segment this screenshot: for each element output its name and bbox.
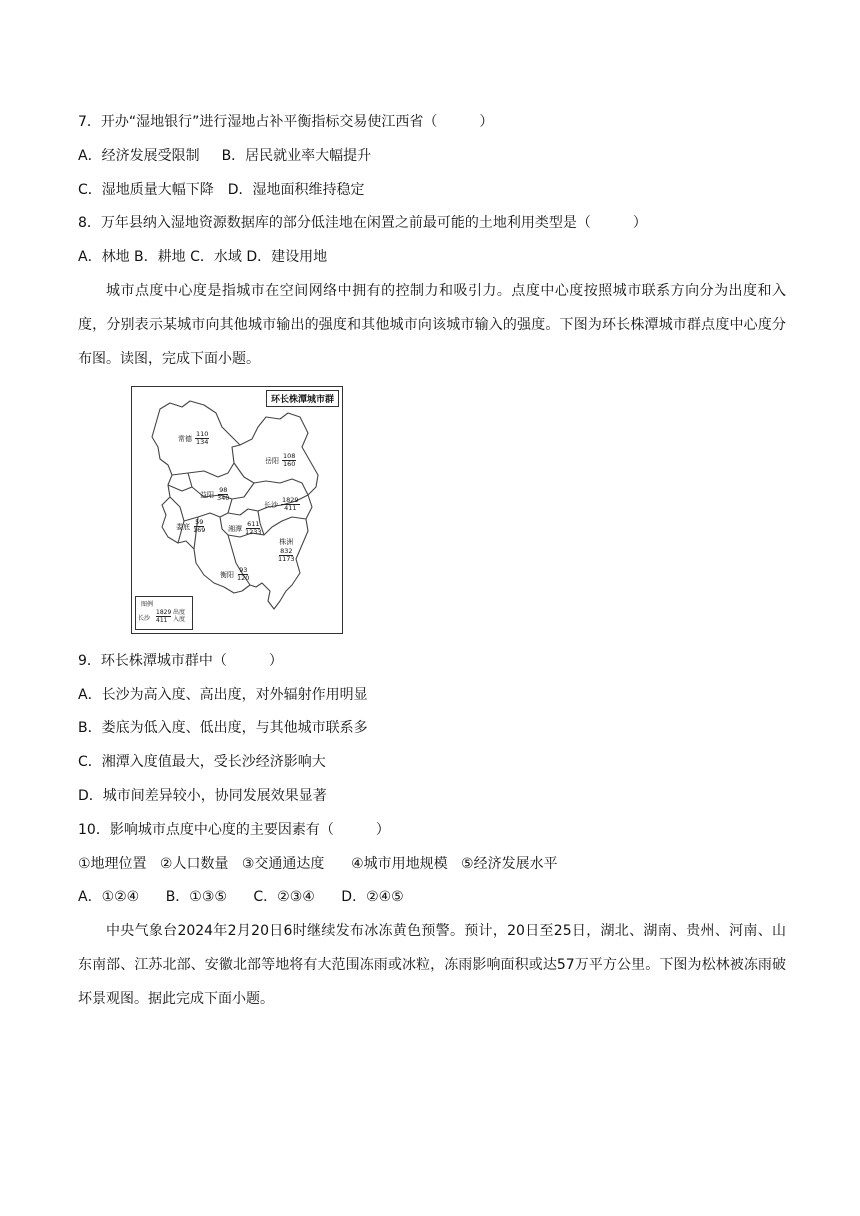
city-out-degree: 832 (280, 547, 293, 555)
question-9-option-c: C．湘潭入度值最大，受长沙经济影响大 (78, 754, 326, 770)
city-name: 岳阳 (265, 456, 279, 465)
city-out-degree: 108 (283, 452, 296, 460)
city-name: 常德 (178, 434, 192, 443)
question-10-option-d: D．②④⑤ (341, 889, 404, 905)
question-8-option-a: A．林地 (78, 249, 130, 265)
legend-in-value: 411 (156, 617, 168, 624)
city-name: 湘潭 (228, 524, 242, 533)
passage-city-centrality: 城市点度中心度是指城市在空间网络中拥有的控制力和吸引力。点度中心度按照城市联系方向分为出度和入度，分别表示某城市向其他城市输出的强度和其他城市向该城市输入的强度。下图为环长株潭城市群点度中心度分布图。读图，完成下面小题。 (78, 283, 786, 367)
city-out-degree: 611 (247, 520, 260, 528)
city-label-yiyang (200, 487, 229, 502)
city-in-degree: 1173 (278, 555, 295, 563)
city-out-degree: 110 (196, 430, 209, 438)
city-in-degree: 169 (193, 526, 206, 534)
question-7-options-cd (78, 180, 365, 200)
question-7-options-ab (78, 146, 371, 166)
city-out-degree: 98 (219, 486, 228, 494)
factor-1: ①地理位置 (78, 856, 147, 872)
city-in-degree: 411 (284, 504, 297, 512)
city-name: 娄底 (176, 522, 190, 531)
passage-freezing-rain: 中央气象台2024年2月20日6时继续发布冰冻黄色预警。预计，20日至25日，湖北、湖南、贵州、河南、山东南部、江苏北部、安徽北部等地将有大范围冻雨或冰粒，冻雨影响面积或达57万平方公里。下图为松林被冻雨破坏景观图。据此完成下面小题。 (78, 923, 786, 1007)
city-name: 衡阳 (220, 570, 234, 579)
city-label-changsha (264, 497, 300, 512)
factor-3: ③交通通达度 (241, 856, 325, 872)
city-label-changde (178, 431, 209, 446)
map-title: 环长株潭城市群 (266, 390, 339, 407)
question-8-option-c: C．水域 (190, 249, 242, 265)
question-10-option-b: B．①③⑤ (165, 889, 227, 905)
question-7-option-b: B．居民就业率大幅提升 (221, 148, 372, 164)
legend-title: 图例 (141, 601, 154, 608)
city-label-hengyang (220, 567, 249, 582)
question-7-option-a: A．经济发展受限制 (78, 148, 200, 164)
legend-city: 长沙 (138, 615, 151, 622)
legend-in-label: 入度 (173, 616, 186, 623)
question-9-stem: 9．环长株潭城市群中（ ） (78, 653, 283, 669)
question-8-options (78, 247, 327, 267)
city-label-zhuzhou (278, 537, 295, 563)
question-9-option-a: A．长沙为高入度、高出度，对外辐射作用明显 (78, 687, 368, 703)
question-8-option-d: D．建设用地 (246, 249, 328, 265)
legend-out-value: 1829 (156, 609, 172, 616)
question-10-stem: 10．影响城市点度中心度的主要因素有（ ） (78, 822, 390, 838)
city-name: 益阳 (200, 490, 214, 499)
question-7-option-d: D．湿地面积维持稳定 (227, 182, 365, 198)
question-10-options (78, 887, 404, 907)
city-out-degree: 59 (195, 518, 204, 526)
legend-out-label: 出度 (173, 609, 186, 616)
city-label-loudi (176, 519, 205, 534)
factor-2: ②人口数量 (159, 856, 229, 872)
city-out-degree: 93 (239, 566, 248, 574)
question-9-option-d: D．城市间差异较小，协同发展效果显著 (78, 788, 327, 804)
question-9-option-b: B．娄底为低入度、低出度，与其他城市联系多 (78, 720, 368, 736)
city-label-yueyang (265, 453, 296, 468)
city-name: 株洲 (279, 538, 294, 546)
factor-5: ⑤经济发展水平 (461, 856, 558, 872)
question-8-stem: 8．万年县纳入湿地资源数据库的部分低洼地在闲置之前最可能的土地利用类型是（ ） (78, 215, 647, 231)
city-out-degree: 1829 (282, 496, 299, 504)
factor-4: ④城市用地规模 (351, 856, 448, 872)
question-10-factors (78, 854, 558, 874)
question-7-option-c: C．湿地质量大幅下降 (78, 182, 214, 198)
city-cluster-map (131, 386, 343, 634)
question-7-stem: 7．开办“湿地银行”进行湿地占补平衡指标交易使江西省（ ） (78, 114, 494, 130)
city-label-xiangtan (228, 521, 262, 536)
city-name: 长沙 (264, 500, 278, 509)
question-8-option-b: B．耕地 (134, 249, 186, 265)
city-in-degree: 1233 (245, 528, 262, 536)
question-10-option-c: C．②③④ (253, 889, 315, 905)
city-in-degree: 134 (196, 438, 209, 446)
city-in-degree: 120 (237, 574, 250, 582)
city-in-degree: 160 (283, 460, 296, 468)
question-10-option-a: A．①②④ (78, 889, 140, 905)
map-legend (135, 596, 193, 630)
city-in-degree: 340 (217, 494, 230, 502)
